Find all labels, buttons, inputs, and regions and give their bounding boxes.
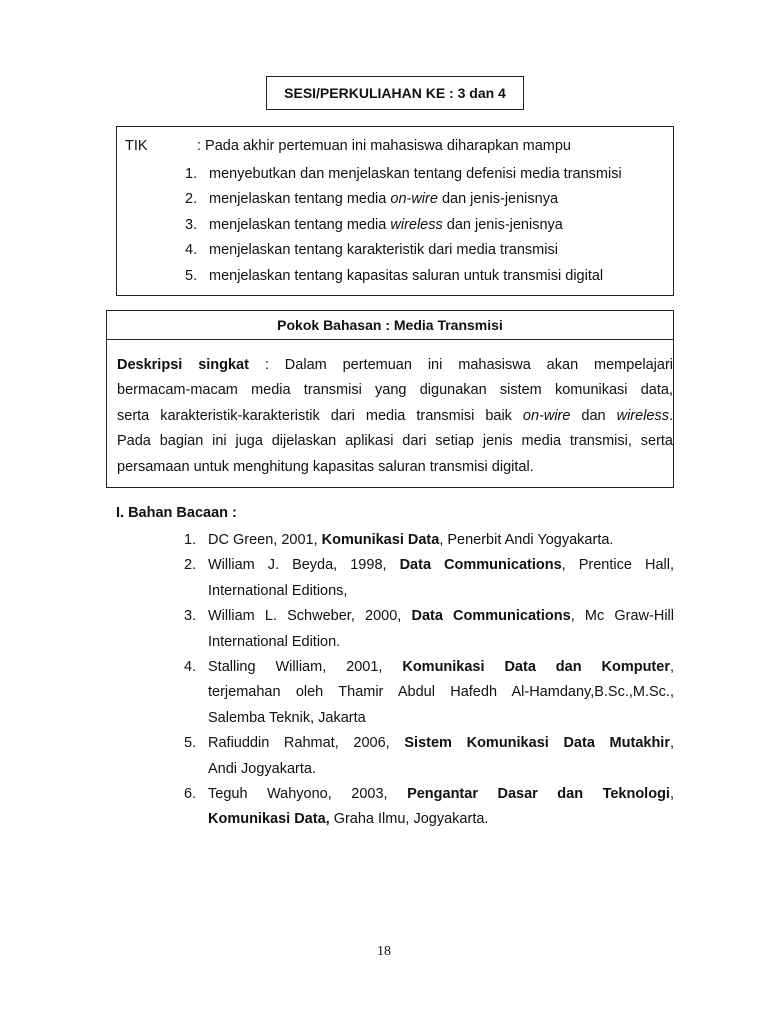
item-number: 3. bbox=[184, 608, 197, 625]
item-number: 5. bbox=[185, 267, 198, 284]
description-emphasis: wireless bbox=[616, 407, 669, 424]
reference-text: , Prentice Hall, bbox=[561, 557, 674, 574]
topic-box bbox=[106, 310, 674, 488]
reference-text: , Penerbit Andi Yogyakarta. bbox=[439, 532, 614, 548]
reference-line: terjemahan oleh Thamir Abdul Hafedh Al-Hamdany,B.Sc.,M.Sc., bbox=[208, 684, 674, 701]
item-text-part: menjelaskan tentang kapasitas saluran untuk transmisi digital bbox=[209, 267, 604, 284]
reference-text: Graha Ilmu, Jogyakarta. bbox=[329, 811, 489, 828]
tik-header bbox=[125, 138, 665, 154]
reference-text: William L. Schweber, 2000, bbox=[208, 608, 412, 625]
reference-line: Andi Jogyakarta. bbox=[208, 760, 317, 777]
item-text-part: menyebutkan dan menjelaskan tentang defenisi media transmisi bbox=[209, 166, 622, 182]
reference-text: , Mc Graw-Hill bbox=[570, 608, 674, 625]
topic-title: Pokok Bahasan : Media Transmisi bbox=[107, 311, 673, 340]
item-text bbox=[209, 213, 563, 238]
tik-box bbox=[116, 126, 674, 296]
description-text: dan bbox=[570, 407, 617, 424]
reference-text: Rafiuddin Rahmat, 2006, bbox=[208, 735, 405, 752]
item-text bbox=[209, 264, 603, 289]
item-number: 4. bbox=[184, 658, 197, 675]
item-text-emphasis: on-wire bbox=[390, 191, 438, 208]
list-item bbox=[184, 604, 674, 655]
reference-text: DC Green, 2001, bbox=[208, 532, 322, 548]
reference-title: Komunikasi Data dan Komputer bbox=[402, 658, 670, 675]
item-text-emphasis: wireless bbox=[390, 216, 443, 233]
description-text: . bbox=[668, 407, 674, 424]
list-item bbox=[184, 731, 674, 782]
list-item bbox=[117, 238, 673, 263]
reference-title: Komunikasi Data bbox=[321, 532, 440, 548]
item-number: 3. bbox=[185, 216, 198, 233]
reference-text: , bbox=[669, 785, 674, 802]
page-number: 18 bbox=[377, 944, 391, 959]
reference-line: International Editions, bbox=[208, 582, 348, 599]
list-item bbox=[117, 162, 673, 187]
session-header-box bbox=[266, 76, 524, 110]
item-number: 2. bbox=[185, 191, 198, 208]
list-item bbox=[117, 264, 673, 289]
reference-text: , bbox=[669, 658, 674, 675]
item-number: 4. bbox=[185, 242, 198, 259]
reference-text: Stalling William, 2001, bbox=[208, 658, 403, 675]
session-label: SESI/PERKULIAHAN KE : 3 dan 4 bbox=[284, 85, 506, 101]
list-item bbox=[184, 782, 674, 833]
reference-line: Salemba Teknik, Jakarta bbox=[208, 709, 366, 726]
reference-line bbox=[208, 807, 674, 832]
reference-line bbox=[208, 553, 674, 578]
reference-line bbox=[208, 731, 674, 756]
description-line bbox=[117, 404, 673, 429]
list-item bbox=[184, 528, 674, 553]
reference-title: Data Communications bbox=[411, 608, 571, 625]
description-line bbox=[117, 353, 673, 378]
tik-label: TIK bbox=[125, 138, 148, 154]
reference-line bbox=[208, 782, 674, 807]
tik-objectives-list bbox=[117, 162, 673, 289]
reference-title: Sistem Komunikasi Data Mutakhir bbox=[404, 735, 670, 752]
item-text-part: menjelaskan tentang karakteristik dari media transmisi bbox=[209, 242, 558, 259]
reference-line bbox=[208, 604, 674, 629]
description-line: bermacam-macam media transmisi yang digunakan sistem komunikasi data, bbox=[117, 382, 673, 399]
reference-text: William J. Beyda, 1998, bbox=[208, 557, 400, 574]
item-text bbox=[209, 238, 558, 263]
reference-line bbox=[208, 655, 674, 680]
description-text: serta karakteristik-karakteristik dari media transmisi baik bbox=[117, 407, 523, 424]
list-item bbox=[117, 213, 673, 238]
item-text bbox=[209, 162, 622, 187]
reference-line: International Edition. bbox=[208, 633, 341, 650]
item-number: 6. bbox=[184, 785, 197, 802]
reference-title: Data Communications bbox=[399, 557, 562, 574]
list-item bbox=[184, 553, 674, 604]
reference-title: Pengantar Dasar dan Teknologi bbox=[407, 785, 670, 802]
reference-text: Teguh Wahyono, 2003, bbox=[208, 785, 408, 802]
description-text: : Dalam pertemuan ini mahasiswa akan mempelajari bbox=[248, 357, 674, 373]
item-text bbox=[209, 187, 558, 212]
item-text-part: dan jenis-jenisnya bbox=[437, 191, 559, 208]
reference-title: Komunikasi Data, bbox=[208, 811, 330, 828]
description-line: persamaan untuk menghitung kapasitas saluran transmisi digital. bbox=[117, 458, 534, 475]
item-text-part: dan jenis-jenisnya bbox=[442, 216, 563, 233]
tik-intro: : Pada akhir pertemuan ini mahasiswa diharapkan mampu bbox=[197, 138, 571, 154]
item-number: 1. bbox=[185, 166, 198, 182]
reading-list bbox=[184, 528, 674, 833]
description-emphasis: on-wire bbox=[522, 407, 571, 424]
reference-text: , bbox=[669, 735, 675, 752]
item-text-part: menjelaskan tentang media bbox=[209, 216, 391, 233]
item-number: 5. bbox=[184, 735, 197, 752]
item-number: 2. bbox=[184, 557, 197, 574]
reference-line bbox=[208, 528, 674, 553]
description-label: Deskripsi singkat bbox=[117, 357, 249, 373]
item-number: 1. bbox=[184, 532, 197, 548]
list-item bbox=[117, 187, 673, 212]
item-text-part: menjelaskan tentang media bbox=[209, 191, 391, 208]
list-item bbox=[184, 655, 674, 731]
topic-description bbox=[117, 353, 673, 480]
description-line: Pada bagian ini juga dijelaskan aplikasi dari setiap jenis media transmisi, serta bbox=[117, 433, 673, 450]
reading-section-title: I. Bahan Bacaan : bbox=[116, 505, 237, 521]
